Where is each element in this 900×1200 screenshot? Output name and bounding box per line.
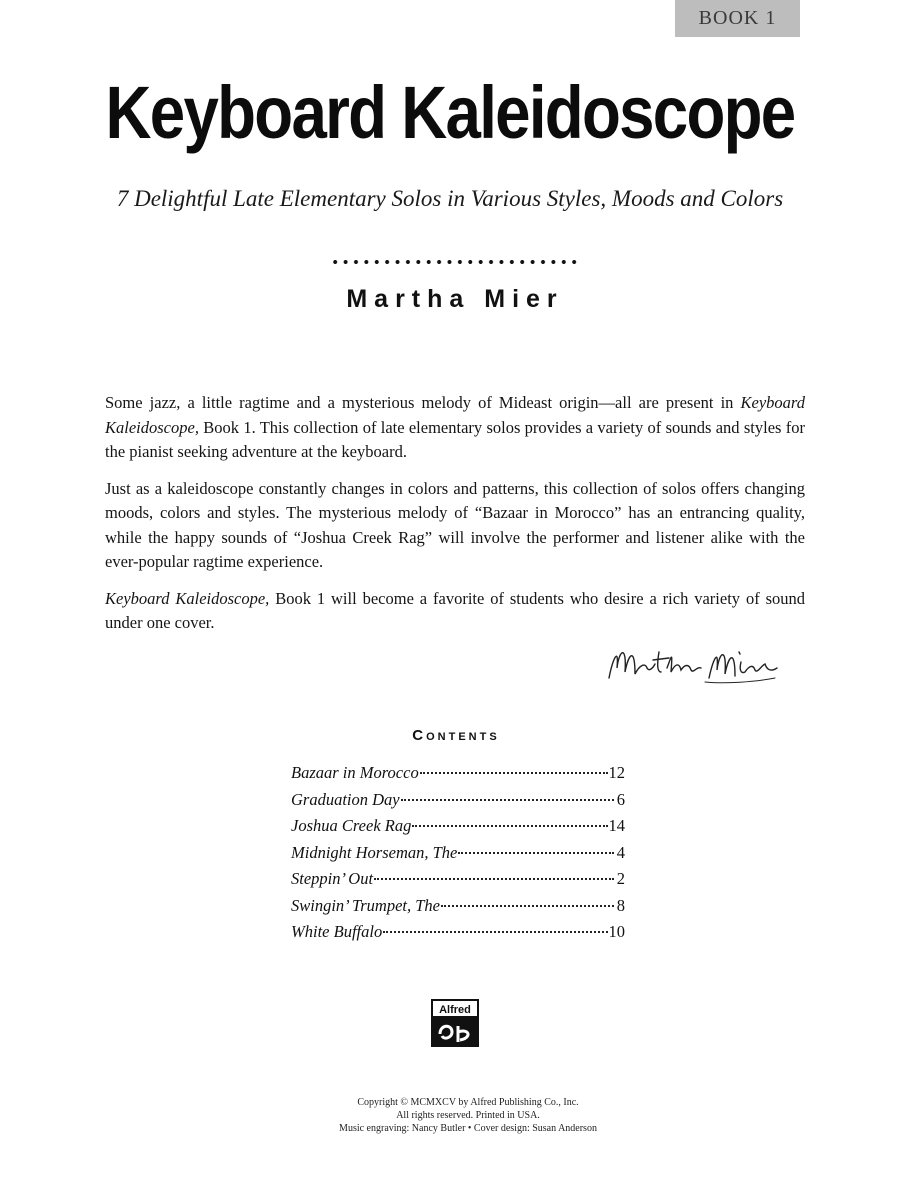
toc-entry-title: Bazaar in Morocco — [291, 763, 419, 782]
toc-entry-page: 12 — [608, 763, 625, 782]
credits-line: Music engraving: Nancy Butler • Cover design: Susan Anderson — [339, 1123, 597, 1134]
toc-entry-page: 2 — [616, 869, 625, 888]
intro-paragraph-1: Some jazz, a little ragtime and a mysterious melody of Mideast origin—all are present in Keyboard Kaleidoscope, Book 1. This collection of late elementary solos provides a variety of sounds and styles for the pianist seeking adventure at the keyboard. — [105, 393, 805, 461]
toc-entry-title: Joshua Creek Rag — [291, 816, 412, 835]
copyright-line: Copyright © MCMXCV by Alfred Publishing Co., Inc. — [357, 1097, 579, 1108]
toc-entry — [291, 919, 625, 946]
toc-dot-leader — [401, 799, 614, 801]
toc-entry-title: Swingin’ Trumpet, The — [291, 895, 440, 915]
toc-entry — [291, 760, 625, 787]
toc-entry — [291, 813, 625, 840]
toc-entry — [291, 866, 625, 893]
intro-paragraph-3: Keyboard Kaleidoscope, Book 1 will become a favorite of students who desire a rich variety of sound under one cover. — [105, 588, 806, 632]
author-signature — [605, 638, 780, 690]
book-number-tab: BOOK 1 — [675, 0, 800, 37]
toc-dot-leader — [374, 878, 614, 880]
book-subtitle: 7 Delightful Late Elementary Solos in Various Styles, Moods and Colors — [116, 186, 784, 211]
toc-entry-title: White Buffalo — [291, 922, 383, 941]
toc-entry-title: Steppin’ Out — [291, 869, 374, 888]
toc-entry-page: 10 — [608, 922, 625, 941]
rights-line: All rights reserved. Printed in USA. — [396, 1110, 540, 1121]
dotted-divider — [330, 258, 580, 266]
toc-entry — [291, 787, 625, 814]
toc-entry-title: Graduation Day — [291, 789, 400, 809]
toc-entry-page: 6 — [616, 789, 625, 809]
book-title: Keyboard Kaleidoscope — [105, 71, 795, 154]
alfred-logo-icon — [430, 998, 480, 1048]
toc-entry-page: 4 — [616, 842, 625, 862]
toc-entry — [291, 840, 625, 867]
introduction-text — [105, 391, 805, 648]
toc-entry-title: Midnight Horseman, The — [291, 842, 458, 862]
toc-entry — [291, 893, 625, 920]
contents-heading: Contents — [412, 727, 500, 744]
toc-entry-page: 14 — [608, 816, 625, 835]
author-name: Martha Mier — [346, 285, 564, 313]
table-of-contents — [291, 760, 625, 946]
toc-entry-page: 8 — [616, 895, 625, 915]
svg-text:Alfred: Alfred — [439, 1004, 471, 1016]
copyright-notice — [0, 1096, 900, 1135]
intro-paragraph-2: Just as a kaleidoscope constantly changes in colors and patterns, this collection of solos offers changing moods, colors and styles. The mysterious melody of “Bazaar in Morocco” has an entrancing quality, while the happy sounds of “Joshua Creek Rag” will involve the performer and listener alike with the ever-popular ragtime experience. — [105, 478, 805, 571]
toc-dot-leader — [458, 852, 614, 854]
toc-dot-leader — [383, 931, 607, 933]
toc-dot-leader — [441, 905, 614, 907]
toc-dot-leader — [420, 772, 608, 774]
toc-dot-leader — [412, 825, 607, 827]
